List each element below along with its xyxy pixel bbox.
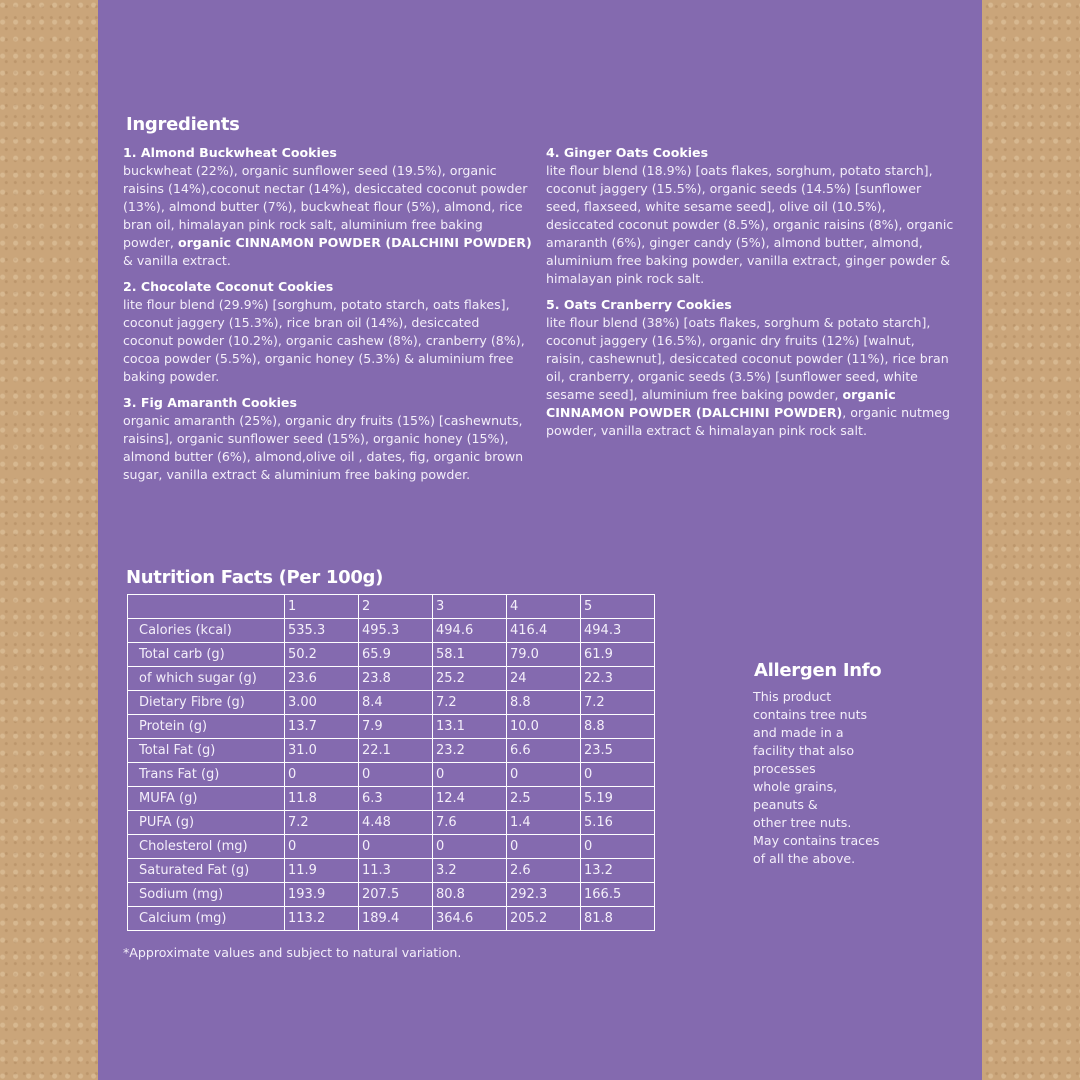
ingredients-left-column bbox=[123, 144, 533, 492]
cell: 364.6 bbox=[433, 907, 507, 931]
nutrition-col-3: 3 bbox=[433, 595, 507, 619]
cell: 23.6 bbox=[285, 667, 359, 691]
ingredient-title-2: 2. Chocolate Coconut Cookies bbox=[123, 279, 334, 294]
table-row bbox=[128, 619, 655, 643]
table-row bbox=[128, 763, 655, 787]
cell: 6.6 bbox=[507, 739, 581, 763]
nutrition-header-row bbox=[128, 595, 655, 619]
table-row bbox=[128, 835, 655, 859]
cell: 22.1 bbox=[359, 739, 433, 763]
cell: 416.4 bbox=[507, 619, 581, 643]
cell: 50.2 bbox=[285, 643, 359, 667]
ingredient-text-3: organic amaranth (25%), organic dry fruits (15%) [cashewnuts, raisins], organic sunflower seed (15%), organic honey (15%), almond butter (6%), almond,olive oil , dates, fig, organic brown sugar, vanilla extract & aluminium free baking powder. bbox=[123, 413, 524, 482]
cell: 0 bbox=[581, 763, 655, 787]
ingredient-item-1 bbox=[123, 144, 533, 270]
cell: 2.6 bbox=[507, 859, 581, 883]
cell: 10.0 bbox=[507, 715, 581, 739]
row-label: of which sugar (g) bbox=[128, 667, 285, 691]
cell: 8.8 bbox=[581, 715, 655, 739]
nutrition-col-1: 1 bbox=[285, 595, 359, 619]
cell: 61.9 bbox=[581, 643, 655, 667]
row-label: Cholesterol (mg) bbox=[128, 835, 285, 859]
ingredient-text-4: lite flour blend (18.9%) [oats flakes, sorghum, potato starch], coconut jaggery (15.5%), organic seeds (14.5%) [sunflower seed, flaxseed, white sesame seed], olive oil (10.5%), desiccated coconut powder (8.5%), organic raisins (8%), organic amaranth (6%), ginger candy (5%), almond butter, almond, aluminium free baking powder, vanilla extract, ginger powder & himalayan pink rock salt. bbox=[546, 163, 954, 286]
cell: 11.8 bbox=[285, 787, 359, 811]
cell: 207.5 bbox=[359, 883, 433, 907]
cell: 495.3 bbox=[359, 619, 433, 643]
allergen-info-text bbox=[753, 688, 903, 868]
row-label: Protein (g) bbox=[128, 715, 285, 739]
nutrition-col-4: 4 bbox=[507, 595, 581, 619]
cell: 5.16 bbox=[581, 811, 655, 835]
cell: 292.3 bbox=[507, 883, 581, 907]
allergen-line: This product bbox=[753, 689, 832, 704]
row-label: PUFA (g) bbox=[128, 811, 285, 835]
cell: 8.4 bbox=[359, 691, 433, 715]
cell: 2.5 bbox=[507, 787, 581, 811]
cell: 11.9 bbox=[285, 859, 359, 883]
table-row bbox=[128, 883, 655, 907]
table-row bbox=[128, 907, 655, 931]
allergen-heading: Allergen Info bbox=[754, 660, 882, 681]
ingredients-heading: Ingredients bbox=[126, 114, 240, 135]
row-label: Calories (kcal) bbox=[128, 619, 285, 643]
cell: 7.2 bbox=[433, 691, 507, 715]
table-row bbox=[128, 715, 655, 739]
cell: 11.3 bbox=[359, 859, 433, 883]
cell: 166.5 bbox=[581, 883, 655, 907]
row-label: Saturated Fat (g) bbox=[128, 859, 285, 883]
cell: 113.2 bbox=[285, 907, 359, 931]
ingredient-title-3: 3. Fig Amaranth Cookies bbox=[123, 395, 297, 410]
row-label: Sodium (mg) bbox=[128, 883, 285, 907]
allergen-line: of all the above. bbox=[753, 851, 856, 866]
table-row bbox=[128, 691, 655, 715]
cell: 0 bbox=[581, 835, 655, 859]
cell: 0 bbox=[359, 763, 433, 787]
table-row bbox=[128, 787, 655, 811]
cell: 58.1 bbox=[433, 643, 507, 667]
cell: 1.4 bbox=[507, 811, 581, 835]
cell: 25.2 bbox=[433, 667, 507, 691]
table-row bbox=[128, 667, 655, 691]
allergen-line: other tree nuts. bbox=[753, 815, 852, 830]
row-label: Calcium (mg) bbox=[128, 907, 285, 931]
cell: 7.2 bbox=[581, 691, 655, 715]
nutrition-col-2: 2 bbox=[359, 595, 433, 619]
allergen-line: processes bbox=[753, 761, 816, 776]
cell: 13.7 bbox=[285, 715, 359, 739]
cell: 81.8 bbox=[581, 907, 655, 931]
cell: 7.9 bbox=[359, 715, 433, 739]
table-row bbox=[128, 859, 655, 883]
cell: 24 bbox=[507, 667, 581, 691]
nutrition-table bbox=[127, 594, 655, 931]
table-row bbox=[128, 811, 655, 835]
cell: 13.2 bbox=[581, 859, 655, 883]
allergen-line: facility that also bbox=[753, 743, 855, 758]
cell: 4.48 bbox=[359, 811, 433, 835]
cell: 494.6 bbox=[433, 619, 507, 643]
cell: 79.0 bbox=[507, 643, 581, 667]
nutrition-footnote: *Approximate values and subject to natural variation. bbox=[123, 945, 462, 960]
cell: 5.19 bbox=[581, 787, 655, 811]
cell: 31.0 bbox=[285, 739, 359, 763]
cell: 189.4 bbox=[359, 907, 433, 931]
nutrition-header-blank bbox=[128, 595, 285, 619]
row-label: Dietary Fibre (g) bbox=[128, 691, 285, 715]
cell: 22.3 bbox=[581, 667, 655, 691]
ingredient-text-2: lite flour blend (29.9%) [sorghum, potato starch, oats flakes], coconut jaggery (15.3%), rice bran oil (14%), desiccated coconut powder (10.2%), organic cashew (8%), cranberry (8%), cocoa powder (5.5%), organic honey (5.3%) & aluminium free baking powder. bbox=[123, 297, 525, 384]
allergen-line: peanuts & bbox=[753, 797, 818, 812]
row-label: MUFA (g) bbox=[128, 787, 285, 811]
table-row bbox=[128, 739, 655, 763]
table-row bbox=[128, 643, 655, 667]
cell: 494.3 bbox=[581, 619, 655, 643]
cell: 0 bbox=[285, 835, 359, 859]
ingredient-title-1: 1. Almond Buckwheat Cookies bbox=[123, 145, 337, 160]
allergen-line: contains tree nuts bbox=[753, 707, 868, 722]
cell: 3.00 bbox=[285, 691, 359, 715]
allergen-line: whole grains, bbox=[753, 779, 838, 794]
ingredient-item-2 bbox=[123, 278, 533, 386]
allergen-line: May contains traces bbox=[753, 833, 880, 848]
cell: 0 bbox=[507, 763, 581, 787]
ingredient-item-3 bbox=[123, 394, 533, 484]
cell: 23.5 bbox=[581, 739, 655, 763]
cell: 12.4 bbox=[433, 787, 507, 811]
row-label: Total carb (g) bbox=[128, 643, 285, 667]
cell: 0 bbox=[507, 835, 581, 859]
label-panel bbox=[98, 0, 982, 1080]
cell: 8.8 bbox=[507, 691, 581, 715]
cell: 23.8 bbox=[359, 667, 433, 691]
row-label: Total Fat (g) bbox=[128, 739, 285, 763]
ingredient-title-4: 4. Ginger Oats Cookies bbox=[546, 145, 709, 160]
cell: 205.2 bbox=[507, 907, 581, 931]
allergen-line: and made in a bbox=[753, 725, 844, 740]
cell: 23.2 bbox=[433, 739, 507, 763]
ingredient-item-4 bbox=[546, 144, 956, 288]
row-label: Trans Fat (g) bbox=[128, 763, 285, 787]
ingredient-text-5: lite flour blend (38%) [oats flakes, sorghum & potato starch], coconut jaggery (16.5%), organic dry fruits (12%) [walnut, raisin, cashewnut], desiccated coconut powder (11%), rice bran oil, cranberry, organic seeds (3.5%) [sunflower seed, white sesame seed], aluminium free baking powder, organic CINNAMON POWDER (DALCHINI POWDER), organic nutmeg powder, vanilla extract & himalayan pink rock salt. bbox=[546, 315, 950, 438]
cell: 0 bbox=[359, 835, 433, 859]
cell: 193.9 bbox=[285, 883, 359, 907]
ingredient-title-5: 5. Oats Cranberry Cookies bbox=[546, 297, 732, 312]
ingredient-text-1: buckwheat (22%), organic sunflower seed (19.5%), organic raisins (14%),coconut nectar (14%), desiccated coconut powder (13%), almond butter (7%), buckwheat flour (5%), almond, rice bran oil, himalayan pink rock salt, aluminium free baking powder, organic CINNAMON POWDER (DALCHINI POWDER) & vanilla extract. bbox=[123, 163, 532, 268]
cell: 6.3 bbox=[359, 787, 433, 811]
cell: 0 bbox=[285, 763, 359, 787]
cell: 0 bbox=[433, 835, 507, 859]
cell: 80.8 bbox=[433, 883, 507, 907]
nutrition-heading: Nutrition Facts (Per 100g) bbox=[126, 567, 384, 588]
cell: 7.6 bbox=[433, 811, 507, 835]
cell: 13.1 bbox=[433, 715, 507, 739]
cell: 3.2 bbox=[433, 859, 507, 883]
cell: 535.3 bbox=[285, 619, 359, 643]
cell: 0 bbox=[433, 763, 507, 787]
nutrition-col-5: 5 bbox=[581, 595, 655, 619]
ingredient-item-5 bbox=[546, 296, 956, 440]
cell: 65.9 bbox=[359, 643, 433, 667]
cell: 7.2 bbox=[285, 811, 359, 835]
ingredients-right-column bbox=[546, 144, 956, 448]
